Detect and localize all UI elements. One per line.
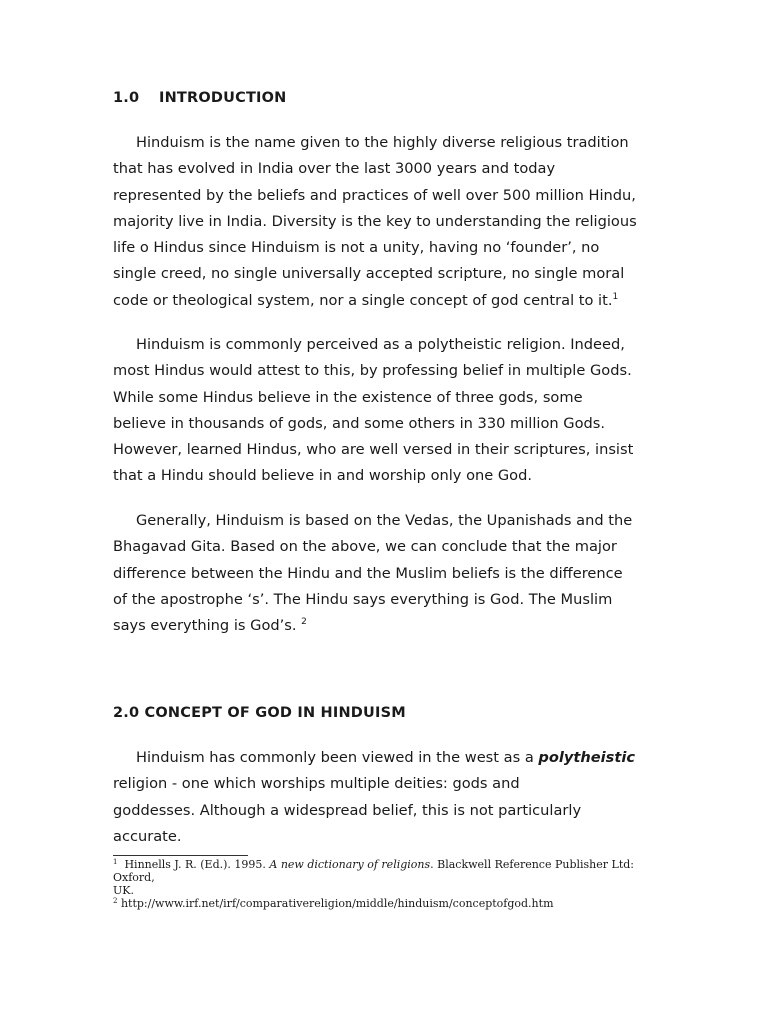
footnote-text: Hinnells J. R. (Ed.). 1995. xyxy=(117,858,270,871)
footnote-book-title: A new dictionary of religions xyxy=(269,858,431,871)
text-line: Hinduism is the name given to the highly diverse religious tradition xyxy=(136,134,629,151)
text-line: Hinduism is commonly perceived as a polytheistic religion. Indeed, xyxy=(136,336,625,353)
section-title: INTRODUCTION xyxy=(159,90,287,106)
footnote-1 xyxy=(113,858,643,884)
footnote-reference: 1 xyxy=(612,291,619,302)
text-line: that a Hindu should believe in and worship only one God. xyxy=(113,467,533,485)
text-line: life o Hindus since Hinduism is not a unity, having no ‘founder’, no xyxy=(113,239,600,257)
section-heading-concept-of-god xyxy=(113,705,406,721)
text-line: While some Hindus believe in the existence of three gods, some xyxy=(113,388,583,406)
paragraph-polytheism-perception xyxy=(113,332,673,490)
footnote-separator xyxy=(113,855,248,856)
text-line: of the apostrophe ‘s’. The Hindu says everything is God. The Muslim xyxy=(113,590,613,608)
text-line: Bhagavad Gita. Based on the above, we can conclude that the major xyxy=(113,538,617,556)
paragraph-vedas-upanishads xyxy=(113,508,673,639)
footnote-mark: 1 xyxy=(113,858,118,866)
footnote-text: . Blackwell Reference Publisher Ltd: Oxford, xyxy=(113,858,635,884)
text-line: Generally, Hinduism is based on the Vedas, the Upanishads and the xyxy=(136,512,633,529)
footnotes xyxy=(113,858,643,910)
section-title: CONCEPT OF GOD IN HINDUISM xyxy=(144,705,406,721)
paragraph-western-view xyxy=(113,745,673,850)
text-line xyxy=(113,745,673,771)
footnote-mark: 2 xyxy=(113,897,118,905)
footnote-2 xyxy=(113,897,643,910)
text-line: believe in thousands of gods, and some others in 330 million Gods. xyxy=(113,414,606,432)
text-line: However, learned Hindus, who are well versed in their scriptures, insist xyxy=(113,441,634,459)
text-line: religion - one which worships multiple deities: gods and xyxy=(113,775,520,793)
text-line xyxy=(113,613,673,639)
text-line: majority live in India. Diversity is the key to understanding the religious xyxy=(113,212,637,230)
section-number: 1.0 xyxy=(113,90,140,106)
footnote-url: http://www.irf.net/irf/comparativereligion/middle/hinduism/conceptofgod.htm xyxy=(117,897,554,910)
text-segment: says everything is God’s. xyxy=(113,617,302,635)
emphasized-term: polytheistic xyxy=(538,749,635,766)
text-line: difference between the Hindu and the Muslim beliefs is the difference xyxy=(113,564,623,582)
footnote-1-continuation: UK. xyxy=(113,884,134,897)
section-heading-introduction xyxy=(113,90,287,106)
text-line: most Hindus would attest to this, by professing belief in multiple Gods. xyxy=(113,362,632,380)
footnote-reference: 2 xyxy=(301,617,307,628)
text-line: accurate. xyxy=(113,827,182,845)
paragraph-hinduism-definition xyxy=(113,130,673,314)
text-line xyxy=(113,288,673,314)
text-line: single creed, no single universally accepted scripture, no single moral xyxy=(113,265,625,283)
text-line: goddesses. Although a widespread belief, this is not particularly xyxy=(113,801,582,819)
text-segment: code or theological system, nor a single concept of god central to it. xyxy=(113,291,613,309)
text-line: that has evolved in India over the last 3000 years and today xyxy=(113,160,556,178)
section-number: 2.0 xyxy=(113,705,140,721)
text-line: represented by the beliefs and practices of well over 500 million Hindu, xyxy=(113,186,636,204)
text-segment: Hinduism has commonly been viewed in the west as a xyxy=(136,749,539,766)
